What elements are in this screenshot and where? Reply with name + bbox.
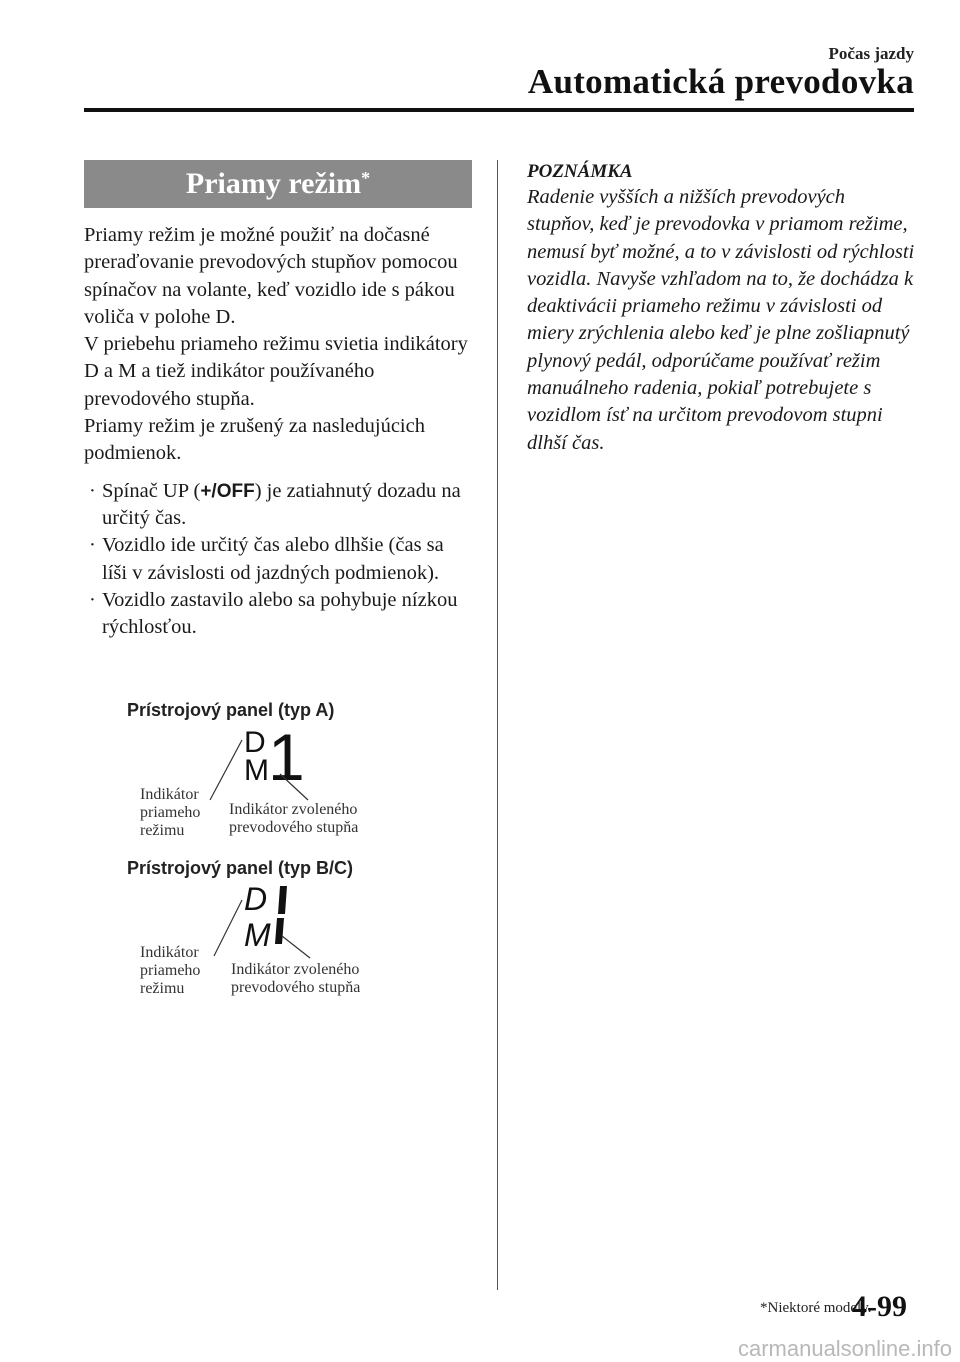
caption-line: Indikátor [140, 786, 199, 803]
caption-line: režimu [140, 980, 185, 997]
caption-line: Indikátor zvoleného [231, 961, 360, 978]
bullet-dot: · [89, 588, 96, 611]
bullet-dot: · [89, 479, 96, 502]
paragraph-3: Priamy režim je zrušený za nasledujúcich podmienok. [84, 415, 425, 465]
bullet-dot: · [89, 534, 96, 557]
direct-mode-d-glyph: D [244, 726, 266, 759]
figure-bc-title: Prístrojový panel (typ B/C) [127, 858, 354, 878]
bullet-1-pre: Spínač UP ( [102, 479, 201, 502]
bullet-2-text: Vozidlo ide určitý čas alebo dlhšie (čas sa líši v závislosti od jazdných podmienok). [102, 534, 444, 584]
note-box [527, 160, 917, 457]
page-number: 4-99 [852, 1290, 907, 1323]
bullet-1-post: ) je zatiahnutý dozadu na určitý čas. [102, 479, 461, 529]
section-heading [84, 160, 472, 208]
figure-bc-right-caption [231, 961, 360, 997]
direct-mode-m-glyph: M [244, 754, 269, 784]
heading-text: Priamy režim [185, 167, 362, 200]
footnote: *Niektoré modely. [760, 1300, 872, 1316]
list-item [84, 478, 472, 533]
condition-list [84, 478, 472, 642]
gear-segment-bottom [275, 918, 284, 944]
bullet-3-text: Vozidlo zastavilo alebo sa pohybuje nízkou rýchlosťou. [102, 588, 458, 639]
direct-mode-m-glyph: M [244, 917, 271, 953]
header-rule [84, 108, 914, 112]
list-item [84, 587, 472, 642]
caption-line: Indikátor [140, 944, 199, 961]
section-label: Počas jazdy [828, 44, 914, 63]
caption-line: prevodového stupňa [231, 979, 361, 996]
heading-footnote-mark: * [361, 167, 371, 188]
paragraph-2: V priebehu priameho režimu svietia indikátory D a M a tiež indikátor používaného prevodového stupňa. [84, 333, 468, 410]
figure-a-right-caption [229, 801, 358, 837]
figure-bc-left-caption [140, 944, 200, 998]
left-column [84, 160, 472, 641]
paragraph-1: Priamy režim je možné použiť na dočasné preraďovanie prevodových stupňov pomocou spínačov na volante, keď vozidlo ide s pákou voliča v polohe D. [84, 224, 458, 328]
figure-a-left-caption [140, 786, 200, 840]
gear-number-glyph: 1 [268, 722, 305, 784]
figure-a-title: Prístrojový panel (typ A) [127, 700, 335, 720]
list-item [84, 532, 472, 587]
gear-segment-top [278, 886, 287, 914]
direct-mode-d-glyph: D [244, 881, 268, 917]
leader-line-right [282, 936, 310, 958]
caption-line: Indikátor zvoleného [229, 801, 358, 818]
caption-line: režimu [140, 822, 185, 839]
note-text: Radenie vyšších a nižších prevodových stupňov, keď je prevodovka v priamom režime, nemusí byť možné, a to v závislosti od rýchlosti vozidla. Navyše vzhľadom na to, že dochádza k deaktivácii priameho režimu v závislosti od miery zrýchlenia alebo keď je plne zošliapnutý plynový pedál, odporúčame používať režim manuálneho radenia, pokiaľ potrebujete s vozidlom ísť na určitom prevodovom stupni dlhší čas. [527, 186, 915, 454]
note-title: POZNÁMKA [527, 161, 633, 182]
watermark: carmanualsonline.info [737, 1336, 952, 1361]
caption-line: priameho [140, 804, 201, 821]
chapter-title: Automatická prevodovka [527, 62, 914, 101]
leader-line-left [214, 900, 242, 956]
caption-line: prevodového stupňa [229, 819, 359, 836]
caption-line: priameho [140, 962, 201, 979]
column-divider [497, 160, 498, 1290]
up-switch-symbol: +/OFF [200, 480, 255, 502]
